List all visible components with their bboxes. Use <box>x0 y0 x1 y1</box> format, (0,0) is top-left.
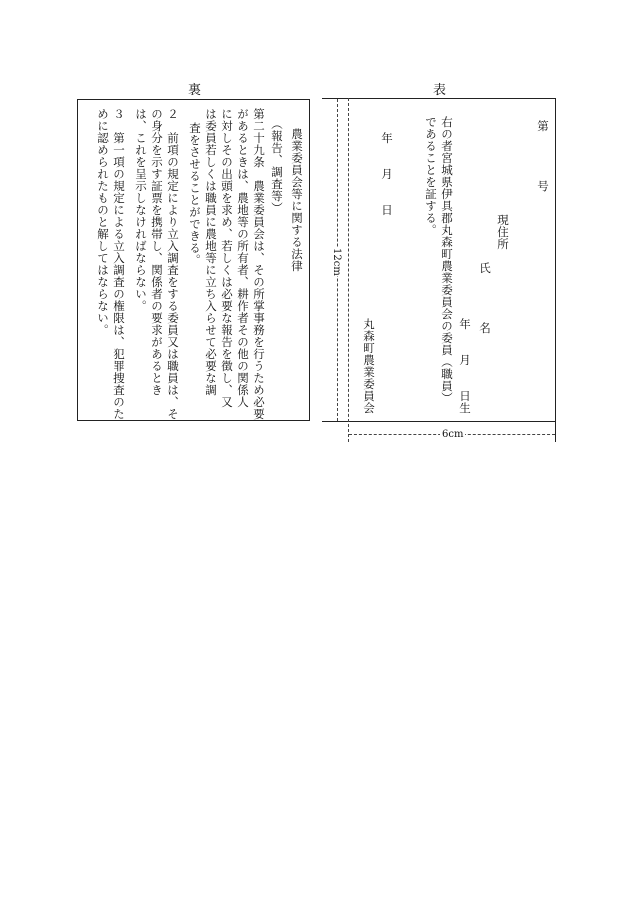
article-29-line-3: に対しその出頭を求め、若しくは必要な報告を徴し、又 <box>220 108 234 408</box>
certification-line-1: 右の者宮城県伊具郡丸森町農業委員会の委員（職員） <box>440 116 454 404</box>
front-card-right-edge <box>555 98 556 442</box>
certification-line-2: であることを証する。 <box>424 116 438 236</box>
width-dimension-label: 6cm <box>442 429 464 440</box>
certificate-number: 第 号 <box>536 120 550 192</box>
front-card-left-edge <box>348 98 349 442</box>
paragraph-2-line-2: の身分を示す証票を携帯し、関係者の要求があるとき <box>150 108 164 396</box>
section-label: （報告、調査等） <box>270 118 284 214</box>
paragraph-3-line-1: ３ 第一項の規定による立入調査の権限は、犯罪捜査のた <box>112 108 126 420</box>
paragraph-2-line-3: は、これを呈示しなければならない。 <box>134 108 148 312</box>
back-side-heading: 裏 <box>188 83 202 98</box>
law-title: 農業委員会等に関する法律 <box>290 128 304 272</box>
article-29-line-1: 第二十九条 農業委員会は、その所掌事務を行うため必要 <box>252 108 266 420</box>
article-29-line-4: は委員若しくは職員に農地等に立ち入らせて必要な調 <box>204 108 218 396</box>
front-side-heading: 表 <box>433 83 447 98</box>
front-card-top-edge <box>322 98 556 99</box>
address-label: 現住所 <box>496 214 510 250</box>
name-label: 氏 名 <box>478 262 492 334</box>
article-29-line-5: 査をさせることができる。 <box>188 122 202 266</box>
article-29-line-2: があるときは、農地等の所有者、耕作者その他の関係人 <box>236 108 250 408</box>
issuer-name: 丸森町農業委員会 <box>362 318 376 414</box>
front-card-bottom-edge <box>322 421 556 422</box>
paragraph-3-line-2: めに認められたものと解してはならない。 <box>96 108 110 336</box>
paragraph-2-line-1: ２ 前項の規定により立入調査をする委員又は職員は、そ <box>166 108 180 420</box>
issue-date: 年 月 日 <box>380 132 394 216</box>
height-dimension-label: 12cm <box>331 248 342 276</box>
birth-date-label: 年 月 日生 <box>458 318 472 414</box>
